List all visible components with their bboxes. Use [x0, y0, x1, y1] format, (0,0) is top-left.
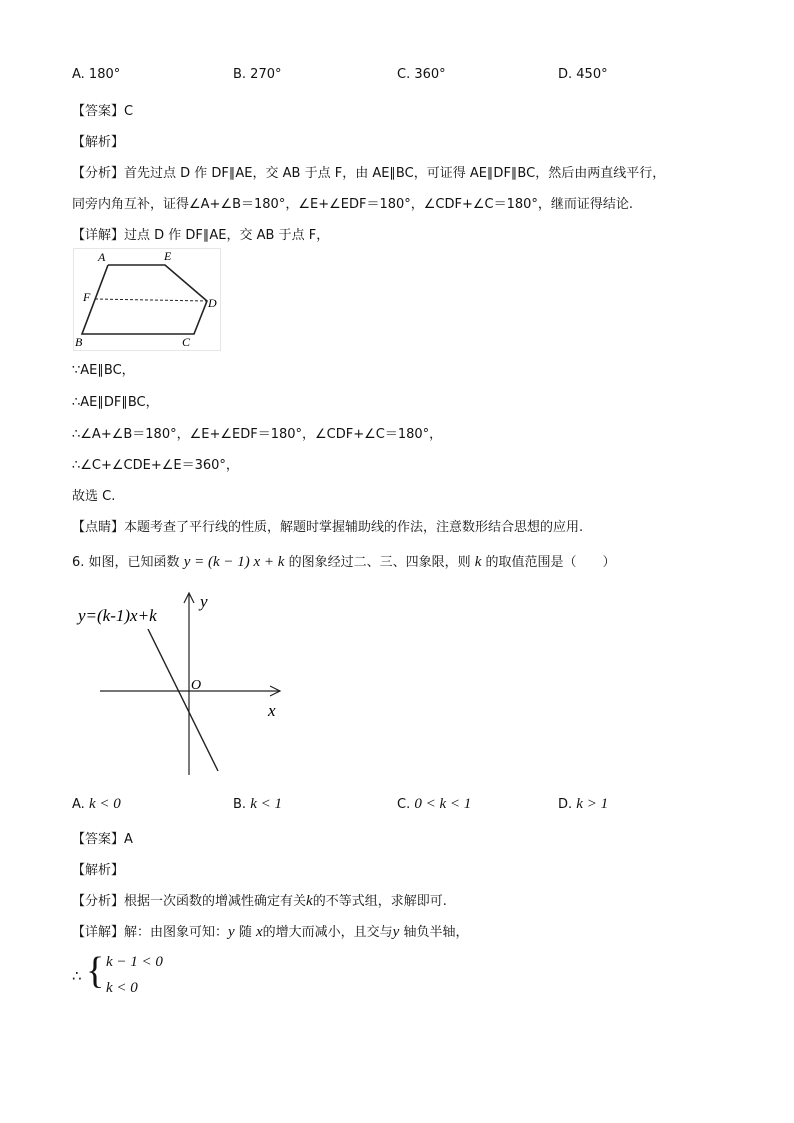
inequality-2: k < 0 — [106, 980, 138, 996]
q6-option-b — [233, 796, 282, 813]
left-brace: { — [86, 950, 105, 992]
q5-xiangjie: 【详解】过点 D 作 DF∥AE，交 AB 于点 F， — [72, 228, 330, 243]
q5-choose: 故选 C. — [72, 489, 116, 504]
function-line — [148, 629, 218, 771]
q5-answer: 【答案】C — [72, 104, 134, 119]
q6-option-c — [397, 796, 471, 813]
q6-option-d-letter: D. — [558, 797, 573, 812]
q6-option-a-expr: k < 0 — [88, 796, 121, 812]
q6-stem-formula: y = (k − 1) x + k — [183, 554, 285, 570]
q6-option-d — [558, 796, 608, 813]
q6-stem-prefix: 6. 如图，已知函数 — [72, 555, 180, 570]
q6-answer: 【答案】A — [72, 832, 133, 847]
graph-y-label: y — [200, 592, 208, 611]
q5-option-a: A. 180° — [72, 67, 121, 82]
graph-x-label: x — [268, 701, 276, 720]
label-f: F — [83, 290, 91, 304]
q6-xiangjie-y2: y — [392, 924, 400, 940]
q6-option-c-letter: C. — [397, 797, 411, 812]
label-d: D — [208, 296, 217, 310]
label-e: E — [164, 249, 172, 263]
q5-figure-svg — [74, 249, 220, 350]
q6-option-b-expr: k < 1 — [250, 796, 282, 812]
q6-option-c-expr: 0 < k < 1 — [414, 796, 472, 812]
q6-xiangjie-prefix: 【详解】解：由图象可知： — [72, 925, 229, 940]
q6-stem-suffix: 的取值范围是（ ） — [485, 555, 616, 570]
q6-xiangjie-mid1: 随 — [238, 925, 252, 940]
q6-xiangjie-suffix: 轴负半轴， — [403, 925, 469, 940]
q5-step1: ∵AE∥BC， — [72, 363, 135, 378]
q6-option-b-letter: B. — [233, 797, 247, 812]
therefore-symbol: ∴ — [72, 967, 82, 985]
q5-step2: ∴AE∥DF∥BC， — [72, 395, 159, 410]
q6-fenxi-suffix: 的不等式组，求解即可. — [312, 894, 447, 909]
q6-fenxi — [72, 890, 447, 910]
q5-fenxi-line1: 【分析】首先过点 D 作 DF∥AE，交 AB 于点 F，由 AE∥BC，可证得 AE∥DF∥BC，然后由两直线平行， — [72, 166, 666, 181]
q6-xiangjie-x: x — [255, 924, 263, 940]
q6-stem — [72, 551, 616, 571]
q6-stem-mid: 的图象经过二、三、四象限，则 — [288, 555, 471, 570]
q5-analysis-label: 【解析】 — [72, 135, 125, 150]
q6-option-d-expr: k > 1 — [576, 796, 609, 812]
q6-xiangjie-y: y — [228, 924, 235, 940]
graph-function-label: y=(k-1)x+k — [78, 606, 157, 625]
label-b: B — [75, 335, 83, 349]
dashed-line-fd — [95, 299, 207, 301]
q5-dianjing: 【点睛】本题考查了平行线的性质，解题时掌握辅助线的作法，注意数形结合思想的应用. — [72, 520, 584, 535]
q6-option-a — [72, 796, 121, 813]
q5-option-d: D. 450° — [558, 67, 608, 82]
q6-graph — [70, 585, 290, 785]
inequality-1: k − 1 < 0 — [106, 954, 163, 970]
q6-analysis-label: 【解析】 — [72, 863, 125, 878]
q5-step3: ∴∠A+∠B＝180°，∠E+∠EDF＝180°，∠CDF+∠C＝180°， — [72, 427, 443, 442]
q5-step4: ∴∠C+∠CDE+∠E＝360°， — [72, 458, 239, 473]
q6-fenxi-k: k — [306, 893, 313, 909]
q6-stem-k: k — [474, 554, 482, 570]
q6-fenxi-prefix: 【分析】根据一次函数的增减性确定有关 — [72, 894, 307, 909]
q5-fenxi-line2: 同旁内角互补，证得∠A+∠B＝180°，∠E+∠EDF＝180°，∠CDF+∠C＝180°，继而证得结论. — [72, 197, 634, 212]
graph-origin-label: O — [191, 678, 202, 693]
q6-option-a-letter: A. — [72, 797, 85, 812]
label-a: A — [98, 250, 106, 264]
q5-option-c: C. 360° — [397, 67, 446, 82]
label-c: C — [182, 335, 191, 349]
q5-figure — [73, 248, 221, 351]
q5-option-b: B. 270° — [233, 67, 282, 82]
q6-xiangjie — [72, 921, 469, 941]
q6-xiangjie-mid2: 的增大而减小，且交与 — [262, 925, 393, 940]
